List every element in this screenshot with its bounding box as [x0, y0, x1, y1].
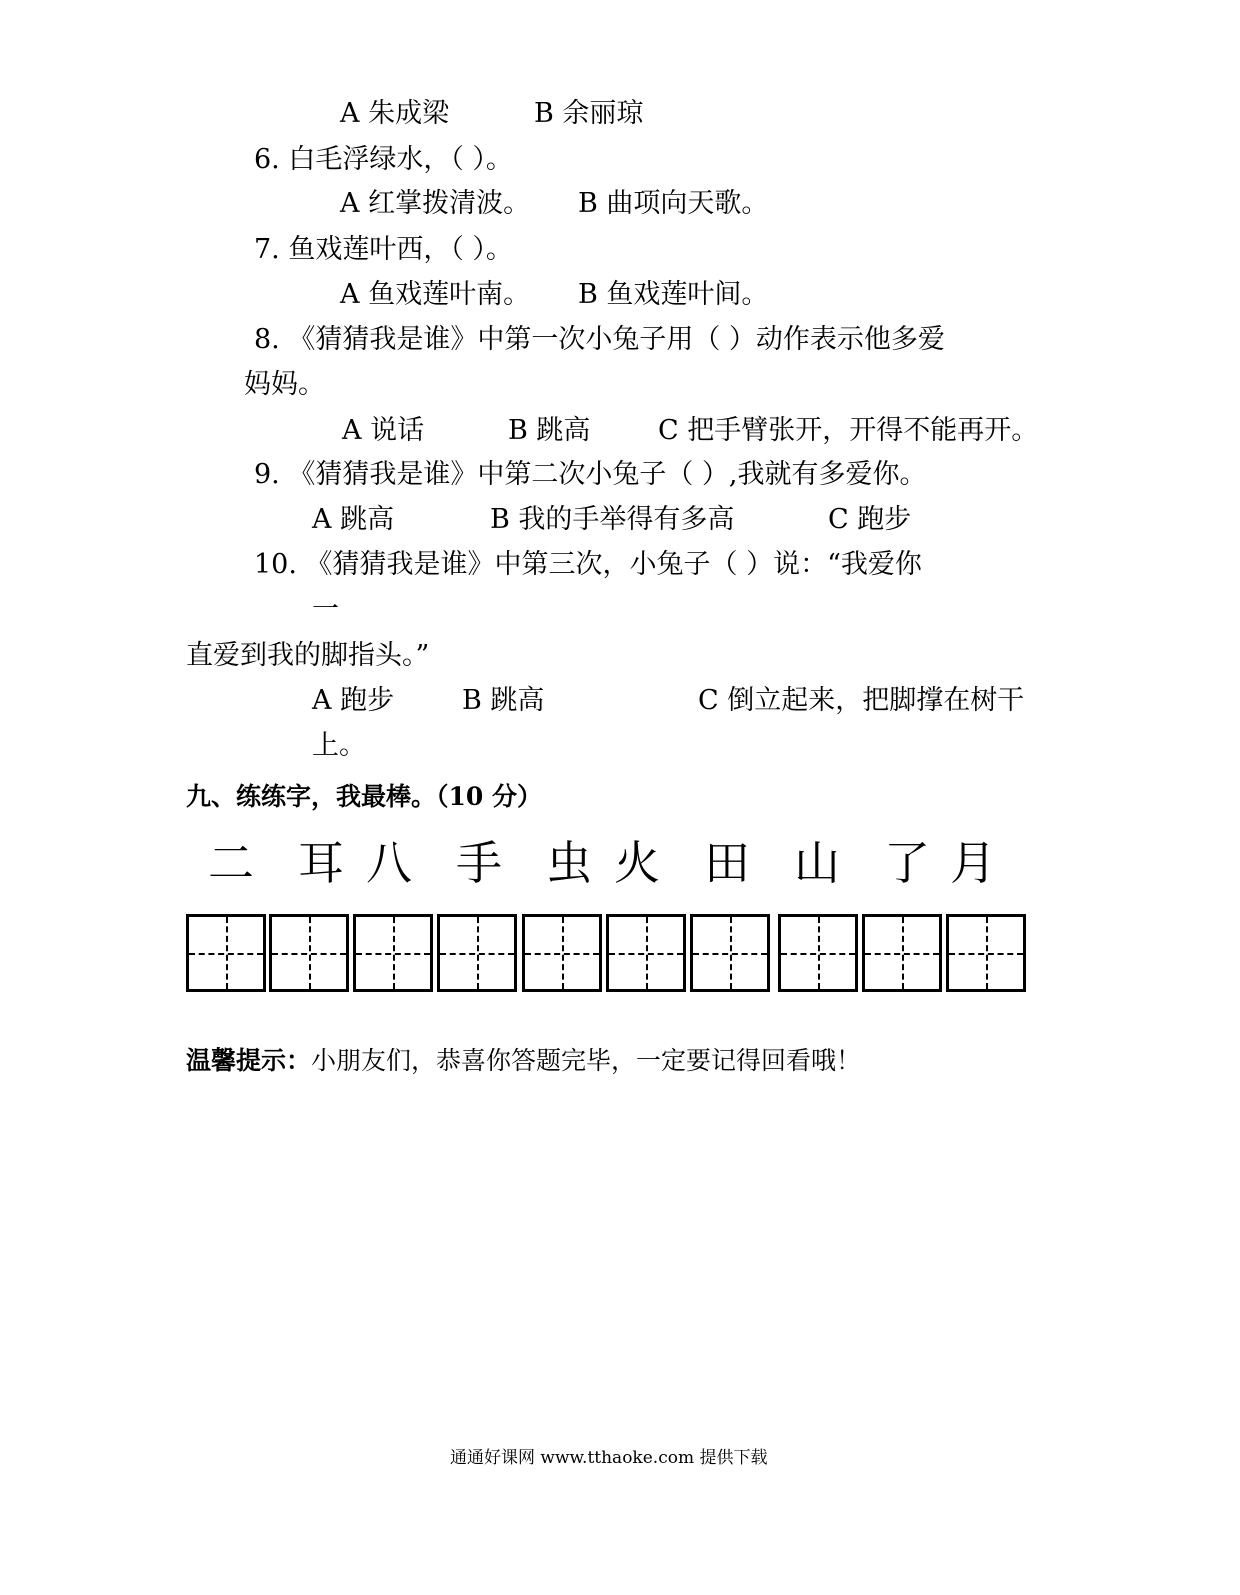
text-line-q8-cont: 妈妈。: [244, 369, 325, 400]
writing-grid-box[interactable]: [269, 914, 349, 992]
text-line-q7-b: B 鱼戏莲叶间。: [578, 279, 769, 310]
practice-char: 二: [208, 836, 254, 890]
writing-grid-box[interactable]: [437, 914, 517, 992]
writing-grid-box[interactable]: [353, 914, 433, 992]
text-line-q9-a: A 跳高: [312, 504, 395, 535]
practice-char: 月: [950, 836, 996, 890]
tip: [186, 1048, 861, 1073]
practice-char: 了: [884, 836, 930, 890]
text-line-q8-c: C 把手臂张开，开得不能再开。: [658, 415, 1039, 446]
practice-char: 山: [794, 836, 840, 890]
practice-char: 八: [366, 836, 412, 890]
text-line-q10-a: A 跑步: [312, 685, 395, 716]
text-line-q5-b: B 余丽琼: [534, 98, 644, 129]
text-line-q10-b: B 跳高: [462, 685, 545, 716]
text-line-q6-b: B 曲项向天歌。: [578, 188, 769, 219]
text-line-q7-a: A 鱼戏莲叶南。: [340, 279, 531, 310]
text-line-q9-b: B 我的手举得有多高: [490, 504, 735, 535]
writing-grid-box[interactable]: [690, 914, 770, 992]
practice-char: 田: [704, 836, 750, 890]
text-line-q8-a: A 说话: [342, 415, 425, 446]
writing-grid-box[interactable]: [186, 914, 266, 992]
text-line-q6: 6. 白毛浮绿水，（ ）。: [254, 144, 513, 175]
text-line-q7: 7. 鱼戏莲叶西，（ ）。: [254, 234, 513, 265]
writing-grid-box[interactable]: [862, 914, 942, 992]
text-line-q5-a: A 朱成梁: [340, 98, 450, 129]
text-line-q6-a: A 红掌拨清波。: [340, 188, 531, 219]
text-line-q10-c-cont: 上。: [312, 730, 366, 761]
text-line-q10-dash: 一: [312, 594, 339, 625]
writing-grid-box[interactable]: [522, 914, 602, 992]
tip-text: 小朋友们，恭喜你答题完毕，一定要记得回看哦！: [311, 1046, 862, 1075]
footer-credit: 通通好课网 www.tthaoke.com 提供下载: [450, 1448, 768, 1468]
writing-grid-box[interactable]: [778, 914, 858, 992]
section-9-heading: 九、练练字，我最棒。（10 分）: [186, 782, 542, 811]
practice-char: 耳: [298, 836, 344, 890]
text-line-q10-c: C 倒立起来，把脚撑在树干: [698, 685, 1025, 716]
text-line-q8: 8. 《猜猜我是谁》中第一次小兔子用（ ）动作表示他多爱: [254, 324, 945, 355]
writing-grid-box[interactable]: [946, 914, 1026, 992]
text-line-q8-b: B 跳高: [508, 415, 591, 446]
text-line-q10: 10. 《猜猜我是谁》中第三次，小兔子（ ）说：“我爱你: [254, 549, 922, 580]
practice-char: 手: [456, 836, 502, 890]
practice-char: 火: [614, 836, 660, 890]
text-line-q9-c: C 跑步: [828, 504, 912, 535]
practice-char: 虫: [546, 836, 592, 890]
text-line-q10-cont: 直爱到我的脚指头。”: [186, 640, 430, 671]
writing-grid-box[interactable]: [606, 914, 686, 992]
tip-label: 温馨提示：: [186, 1046, 312, 1075]
text-line-q9: 9. 《猜猜我是谁》中第二次小兔子（ ）,我就有多爱你。: [254, 459, 927, 490]
